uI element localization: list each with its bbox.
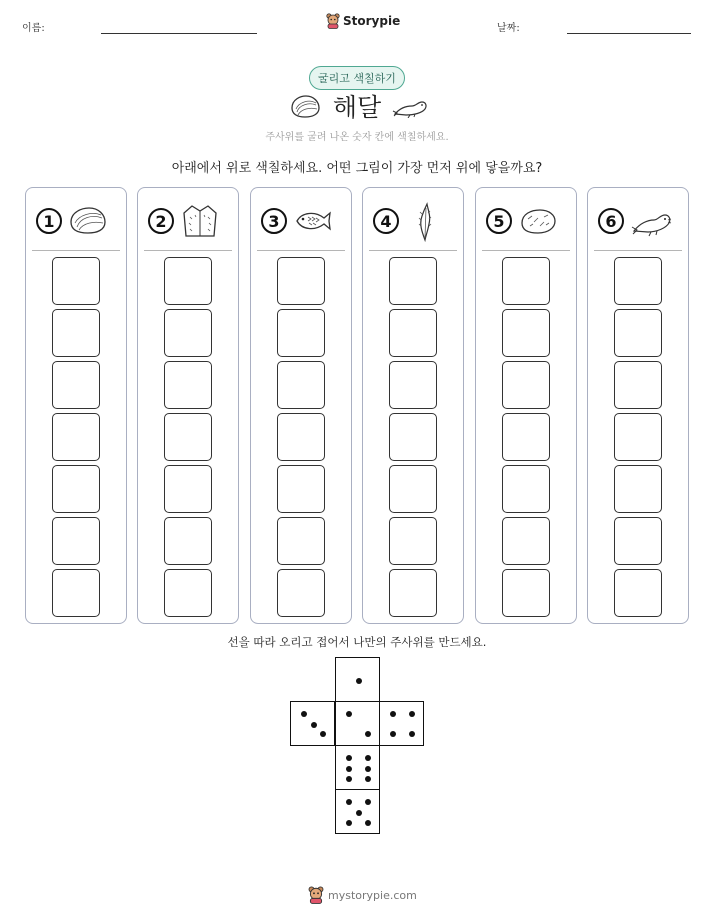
bear-mascot-icon: [326, 13, 340, 29]
footer: [308, 886, 417, 904]
box-stack: [52, 257, 100, 621]
sea-otter-icon: [630, 205, 672, 237]
column-5: [475, 187, 577, 624]
color-box[interactable]: [277, 361, 325, 409]
color-box[interactable]: [277, 569, 325, 617]
fish-icon: [293, 206, 333, 236]
pip: [346, 755, 352, 761]
color-box[interactable]: [52, 257, 100, 305]
color-box[interactable]: [52, 465, 100, 513]
pip: [320, 731, 326, 737]
pip: [365, 766, 371, 772]
dice-face-3: [290, 701, 335, 746]
color-box[interactable]: [277, 309, 325, 357]
pip: [346, 799, 352, 805]
number-1-badge: 1: [36, 208, 62, 234]
column-1: [25, 187, 127, 624]
color-box[interactable]: [502, 517, 550, 565]
pip: [409, 711, 415, 717]
name-line[interactable]: [101, 33, 257, 34]
dice-face-6: [335, 745, 380, 790]
color-box[interactable]: [614, 309, 662, 357]
color-box[interactable]: [614, 465, 662, 513]
color-box[interactable]: [164, 517, 212, 565]
pip: [356, 678, 362, 684]
pip: [311, 722, 317, 728]
column-2: [137, 187, 239, 624]
cut-instruction: 선을 따라 오리고 접어서 나만의 주사위를 만드세요.: [227, 635, 487, 649]
column-divider: [144, 250, 232, 251]
pip: [365, 799, 371, 805]
pip: [365, 755, 371, 761]
box-stack: [164, 257, 212, 621]
color-box[interactable]: [389, 413, 437, 461]
page-title: 해달: [332, 93, 382, 122]
column-3: [250, 187, 352, 624]
color-box[interactable]: [164, 569, 212, 617]
column-divider: [594, 250, 682, 251]
pip: [365, 820, 371, 826]
color-box[interactable]: [52, 361, 100, 409]
color-box[interactable]: [614, 361, 662, 409]
column-6: [587, 187, 689, 624]
number-4-badge: 4: [373, 208, 399, 234]
rock-icon: [518, 206, 558, 236]
footer-url[interactable]: mystorypie.com: [328, 888, 417, 902]
box-stack: [277, 257, 325, 621]
color-box[interactable]: [502, 413, 550, 461]
name-label: 이름:: [22, 23, 45, 34]
column-divider: [482, 250, 570, 251]
color-box[interactable]: [389, 465, 437, 513]
color-box[interactable]: [389, 309, 437, 357]
box-stack: [502, 257, 550, 621]
color-box[interactable]: [52, 517, 100, 565]
color-box[interactable]: [614, 569, 662, 617]
column-divider: [369, 250, 457, 251]
color-box[interactable]: [277, 465, 325, 513]
color-box[interactable]: [389, 361, 437, 409]
pip: [301, 711, 307, 717]
column-4: [362, 187, 464, 624]
pip: [356, 810, 362, 816]
fur-coat-icon: [180, 203, 220, 239]
color-box[interactable]: [389, 257, 437, 305]
sea-otter-icon: [392, 94, 428, 118]
pip: [346, 776, 352, 782]
color-box[interactable]: [164, 361, 212, 409]
color-box[interactable]: [277, 517, 325, 565]
color-box[interactable]: [502, 309, 550, 357]
number-3-badge: 3: [261, 208, 287, 234]
pip: [346, 820, 352, 826]
number-6-badge: 6: [598, 208, 624, 234]
color-box[interactable]: [614, 517, 662, 565]
pip: [346, 766, 352, 772]
brand-logo: [326, 13, 400, 29]
pip: [390, 711, 396, 717]
activity-badge: 굴리고 색칠하기: [309, 66, 405, 90]
color-box[interactable]: [389, 517, 437, 565]
color-box[interactable]: [502, 465, 550, 513]
date-label: 날짜:: [497, 23, 520, 34]
color-box[interactable]: [52, 309, 100, 357]
page-subtitle: 주사위를 굴려 나온 숫자 칸에 색칠하세요.: [265, 132, 449, 143]
brand-name: Storypie: [343, 14, 401, 28]
color-box[interactable]: [389, 569, 437, 617]
pip: [365, 731, 371, 737]
box-stack: [614, 257, 662, 621]
pip: [409, 731, 415, 737]
column-divider: [257, 250, 345, 251]
color-box[interactable]: [164, 465, 212, 513]
color-box[interactable]: [164, 413, 212, 461]
color-box[interactable]: [614, 413, 662, 461]
number-5-badge: 5: [486, 208, 512, 234]
number-2-badge: 2: [148, 208, 174, 234]
color-box[interactable]: [277, 257, 325, 305]
color-box[interactable]: [52, 413, 100, 461]
color-box[interactable]: [164, 309, 212, 357]
date-line[interactable]: [567, 33, 691, 34]
pip: [390, 731, 396, 737]
color-box[interactable]: [277, 413, 325, 461]
color-box[interactable]: [502, 361, 550, 409]
color-box[interactable]: [502, 569, 550, 617]
dice-face-1: [335, 657, 380, 702]
pip: [365, 776, 371, 782]
clam-icon: [68, 205, 108, 237]
color-box[interactable]: [614, 257, 662, 305]
instruction-text: 아래에서 위로 색칠하세요. 어떤 그림이 가장 먼저 위에 닿을까요?: [171, 161, 543, 176]
color-box[interactable]: [502, 257, 550, 305]
column-divider: [32, 250, 120, 251]
bear-mascot-icon: [308, 886, 324, 904]
color-box[interactable]: [52, 569, 100, 617]
dice-face-4: [379, 701, 424, 746]
dice-face-5: [335, 789, 380, 834]
box-stack: [389, 257, 437, 621]
color-box[interactable]: [164, 257, 212, 305]
pip: [346, 711, 352, 717]
dice-face-2: [335, 701, 380, 746]
kelp-icon: [405, 202, 445, 242]
